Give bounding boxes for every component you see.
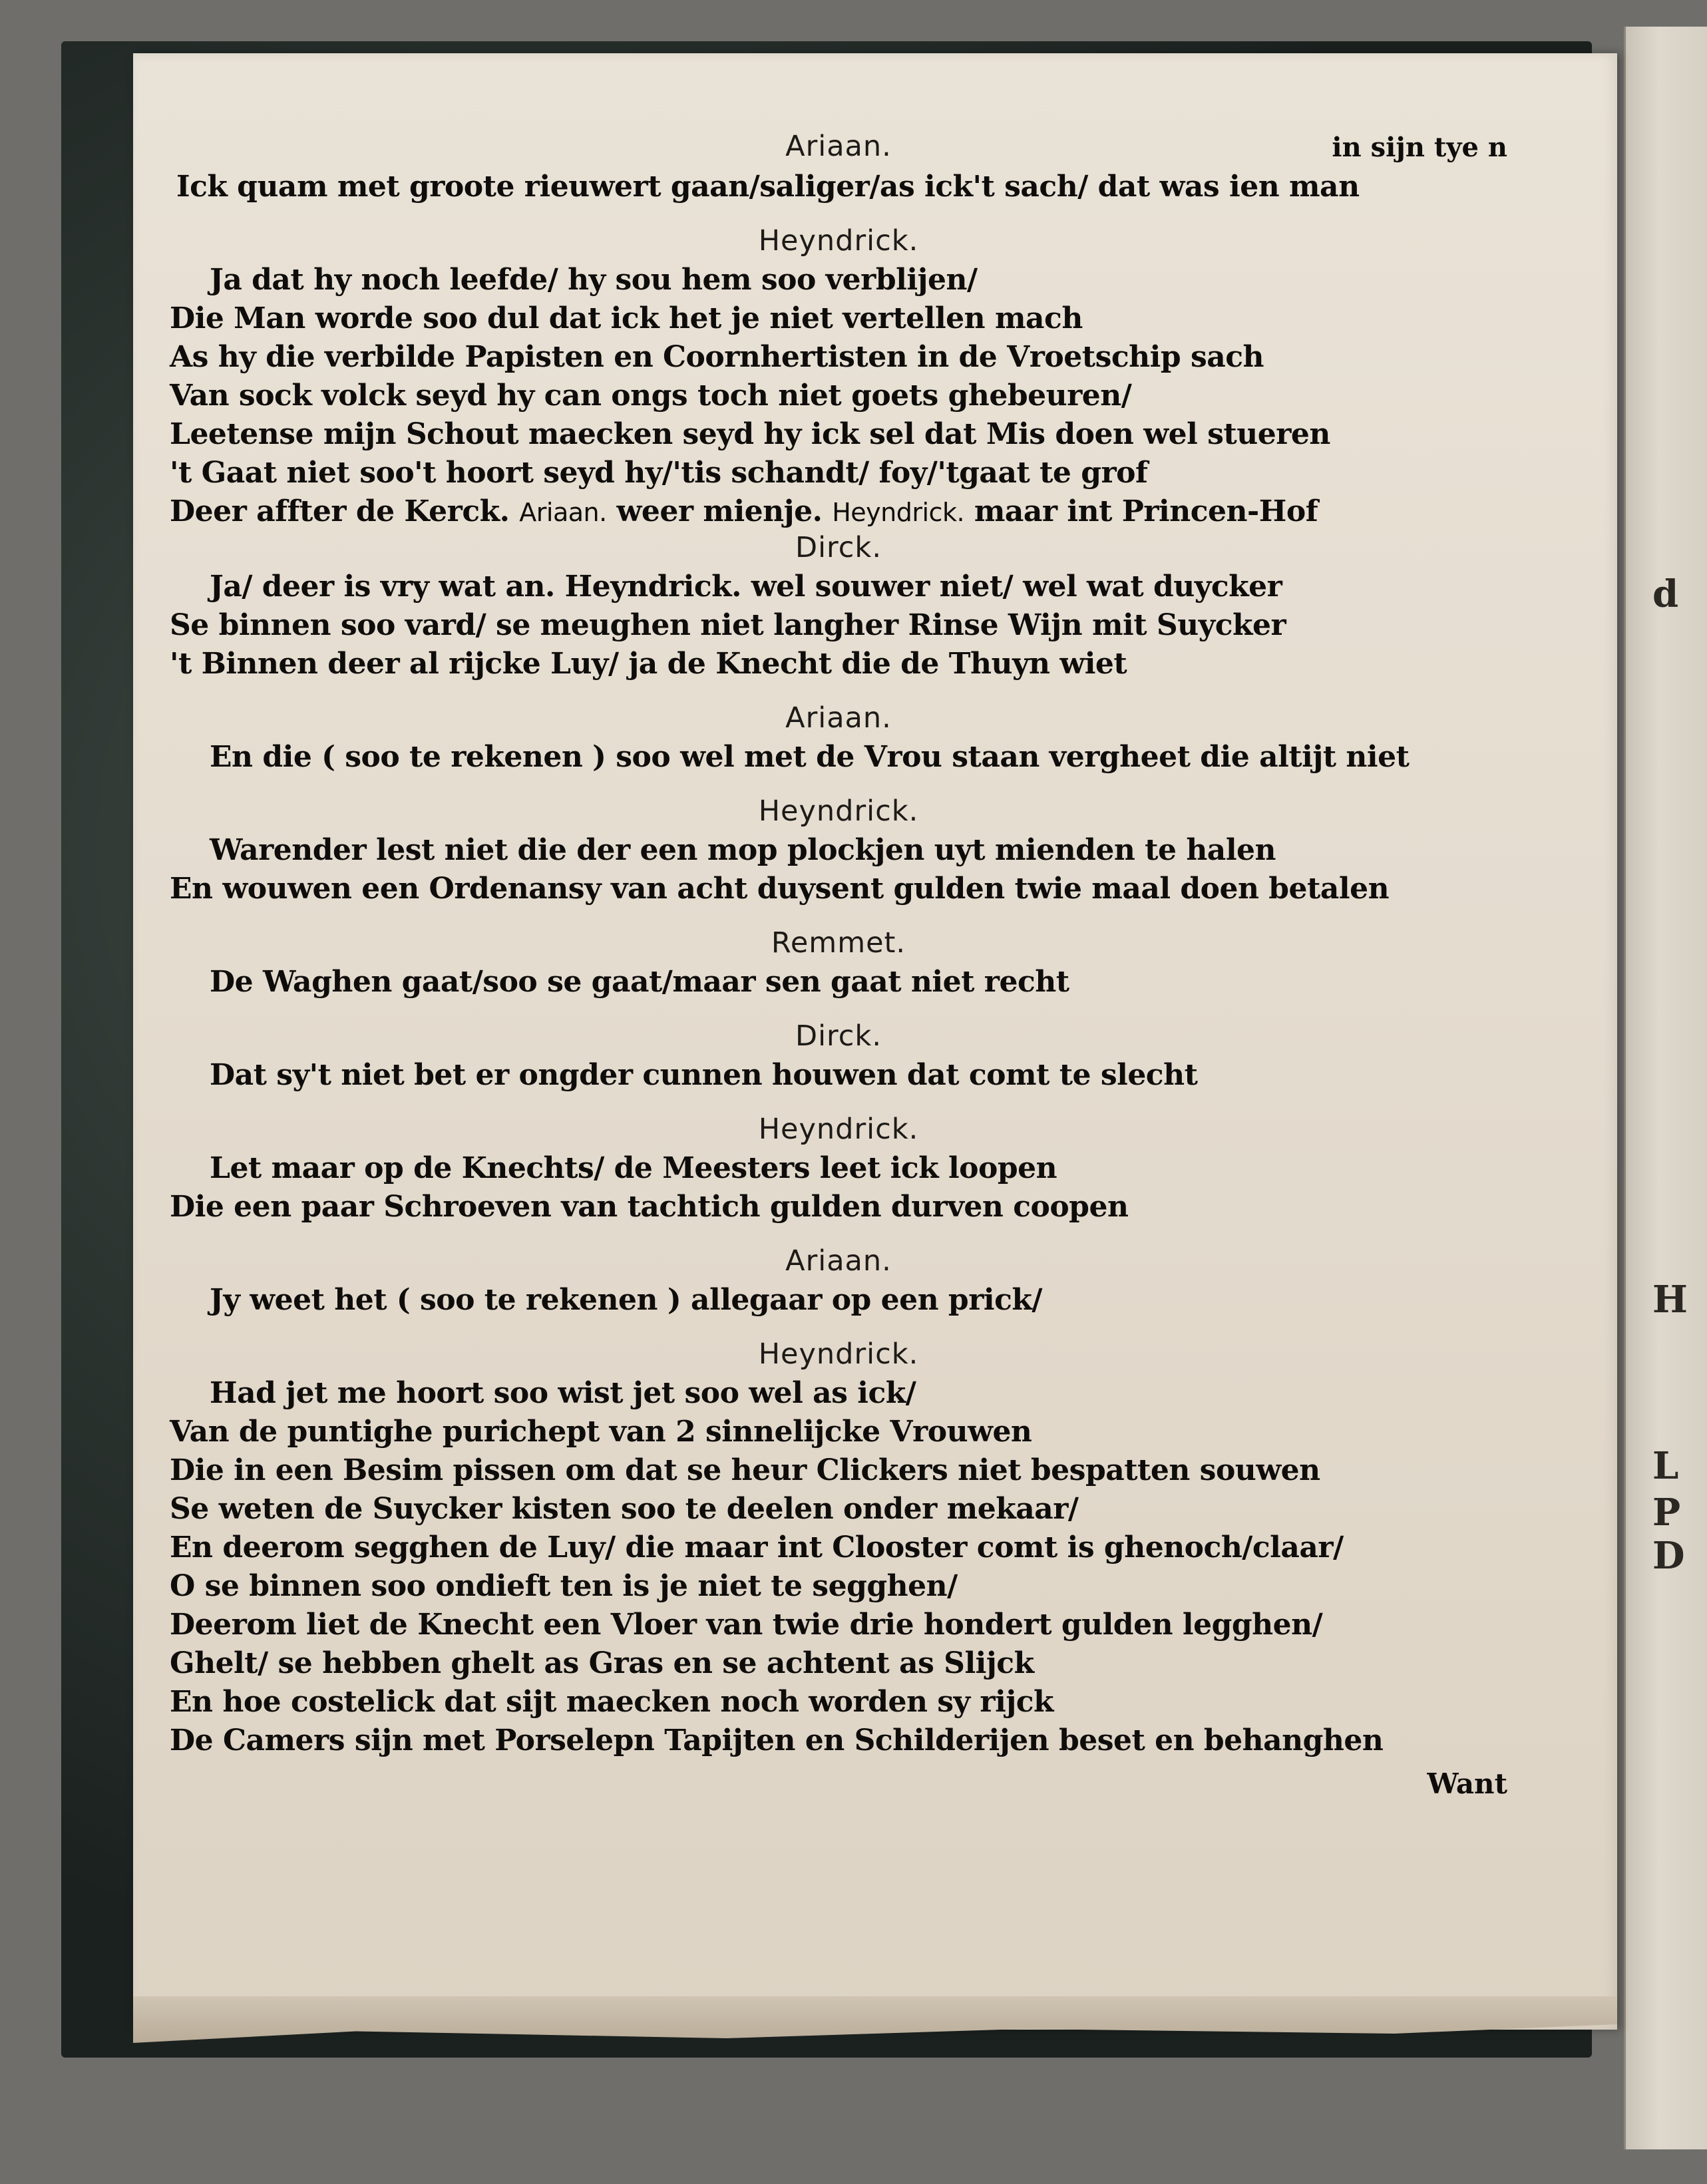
verse-line: Leetense mijn Schout maecken seyd hy ick sel dat Mis doen wel stueren <box>170 417 1330 451</box>
verse-line: De Waghen gaat/soo se gaat/maar sen gaat niet recht <box>210 965 1069 999</box>
catchword-top: in sijn tye n <box>1332 132 1507 163</box>
verse-line: Die Man worde soo dul dat ick het je niet vertellen mach <box>170 301 1083 335</box>
speaker-name: Dirck. <box>795 531 882 564</box>
speaker-name: Heyndrick. <box>758 1338 919 1371</box>
facing-page-fragment: d <box>1652 572 1679 616</box>
page-header <box>170 126 1507 168</box>
speaker-name: Ariaan. <box>785 701 892 735</box>
facing-page-fragment: L <box>1652 1444 1679 1488</box>
speaker-name: Ariaan. <box>785 130 892 163</box>
line-fragment: maar int Princen-Hof <box>974 494 1318 528</box>
verse-line: Ick quam met groote rieuwert gaan/saliger/as ick't sach/ dat was ien man <box>176 170 1360 204</box>
line-fragment: weer mienje. <box>616 494 823 528</box>
verse-line: 't Gaat niet soo't hoort seyd hy/'tis schandt/ foy/'tgaat te grof <box>170 456 1148 490</box>
verse-line: Van de puntighe purichept van 2 sinnelijcke Vrouwen <box>170 1415 1032 1449</box>
verse-line: En die ( soo te rekenen ) soo wel met de Vrou staan vergheet die altijt niet <box>210 740 1410 774</box>
inline-speaker: Ariaan. <box>519 498 607 527</box>
speech-block-4 <box>170 698 1507 777</box>
verse-line: Die een paar Schroeven van tachtich gulden durven coopen <box>170 1190 1129 1224</box>
verse-line: Die in een Besim pissen om dat se heur Clickers niet bespatten souwen <box>170 1453 1320 1487</box>
verse-line: Ghelt/ se hebben ghelt as Gras en se achtent as Slijck <box>170 1646 1034 1680</box>
verse-line: Se binnen soo vard/ se meughen niet langher Rinse Wijn mit Suycker <box>170 608 1286 642</box>
verse-line: Se weten de Suycker kisten soo te deelen onder mekaar/ <box>170 1492 1079 1526</box>
speech-block-8 <box>170 1109 1507 1226</box>
facing-page-edge <box>1624 27 1707 2149</box>
inline-speaker: Heyndrick. <box>832 498 965 527</box>
line-fragment: Deer affter de Kerck. <box>170 494 510 528</box>
verse-line: O se binnen soo ondieft ten is je niet te segghen/ <box>170 1569 958 1603</box>
speech-block-9 <box>170 1241 1507 1320</box>
speaker-name: Heyndrick. <box>758 795 919 828</box>
verse-line: Warender lest niet die der een mop plockjen uyt mienden te halen <box>210 833 1276 867</box>
facing-page-fragment: P <box>1652 1491 1681 1535</box>
verse-line: De Camers sijn met Porselepn Tapijten en Schilderijen beset en behanghen <box>170 1724 1384 1757</box>
speech-block-6 <box>170 923 1507 1001</box>
verse-line: As hy die verbilde Papisten en Coornhertisten in de Vroetschip sach <box>170 340 1264 374</box>
speech-block-7 <box>170 1016 1507 1095</box>
verse-line: Van sock volck seyd hy can ongs toch niet goets ghebeuren/ <box>170 379 1132 413</box>
facing-page-fragment: D <box>1652 1534 1685 1578</box>
speaker-name: Heyndrick. <box>758 1113 919 1146</box>
speech-block-1 <box>170 168 1507 206</box>
verse-line: Ja/ deer is vry wat an. Heyndrick. wel souwer niet/ wel wat duycker <box>210 570 1282 604</box>
facing-page-fragment: H <box>1652 1278 1688 1322</box>
speech-block-2 <box>170 221 1507 532</box>
verse-line: Jy weet het ( soo te rekenen ) allegaar op een prick/ <box>210 1283 1042 1317</box>
verse-line: En deerom segghen de Luy/ die maar int Clooster comt is ghenoch/claar/ <box>170 1531 1344 1564</box>
verse-line: Deerom liet de Knecht een Vloer van twie drie hondert gulden legghen/ <box>170 1608 1323 1642</box>
verse-line: Let maar op de Knechts/ de Meesters leet ick loopen <box>210 1151 1057 1185</box>
verse-line: En wouwen een Ordenansy van acht duysent gulden twie maal doen betalen <box>170 872 1390 906</box>
verse-line: Ja dat hy noch leefde/ hy sou hem soo verblijen/ <box>210 263 978 297</box>
verse-line: 't Binnen deer al rijcke Luy/ ja de Knecht die de Thuyn wiet <box>170 647 1127 681</box>
speaker-name: Ariaan. <box>785 1244 892 1278</box>
speaker-name: Heyndrick. <box>758 224 919 258</box>
verse-line: Had jet me hoort soo wist jet soo wel as ick/ <box>210 1376 916 1410</box>
catchword-bottom: Want <box>1427 1767 1507 1800</box>
verse-line: Dat sy't niet bet er ongder cunnen houwen dat comt te slecht <box>210 1058 1198 1092</box>
speech-block-3 <box>170 528 1507 683</box>
speaker-name: Remmet. <box>771 926 906 960</box>
verse-line: En hoe costelick dat sijt maecken noch worden sy rijck <box>170 1685 1054 1719</box>
verse-line-with-speakers <box>170 492 1507 532</box>
speaker-name: Dirck. <box>795 1019 882 1053</box>
speech-block-10 <box>170 1334 1507 1800</box>
speech-block-5 <box>170 791 1507 908</box>
page-text <box>170 126 1507 1800</box>
